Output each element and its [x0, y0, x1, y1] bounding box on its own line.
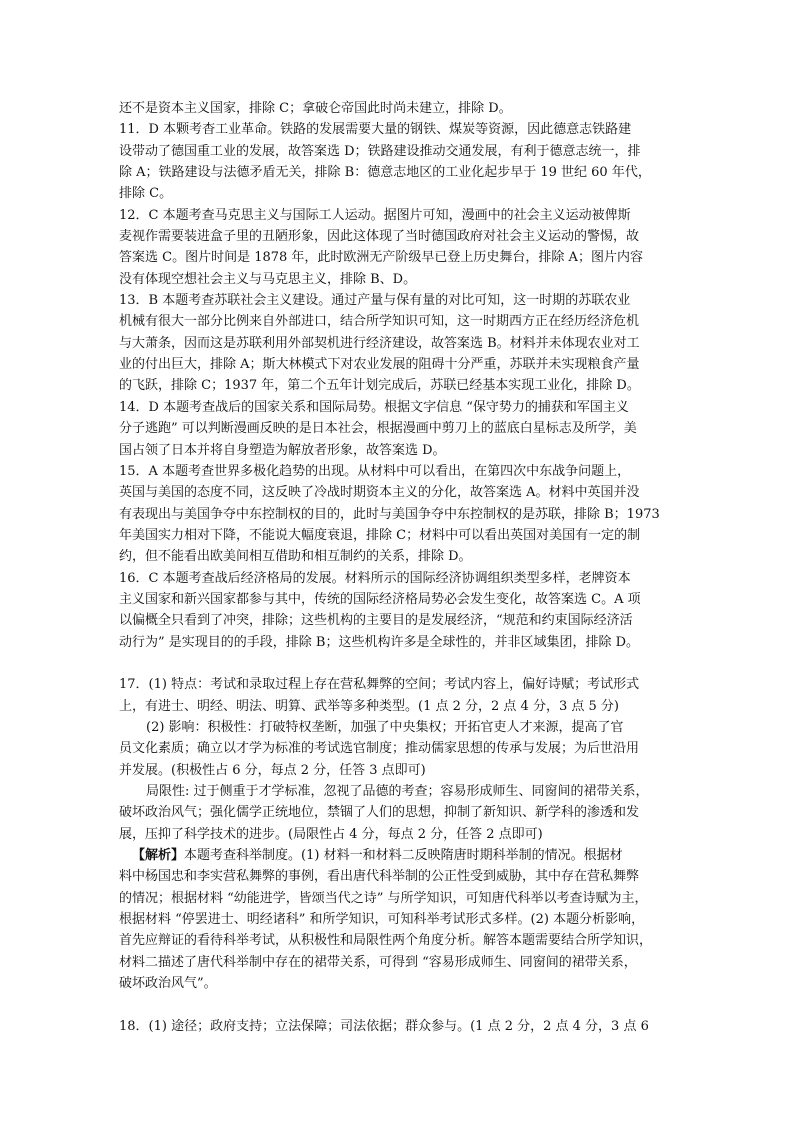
- analysis-line: [119, 845, 675, 866]
- answer-16: [119, 568, 675, 653]
- text-line: 排除 C。: [119, 186, 173, 202]
- text-line: 料中杨国忠和李实营私舞弊的事例，看出唐代科举制的公正性受到威胁，其中存在营私舞弊: [119, 869, 640, 885]
- answer-14: [119, 397, 675, 461]
- analysis-tag: 【解析】: [132, 848, 185, 864]
- text-line: 破坏政治风气”。: [119, 976, 217, 992]
- text-line: 12．C 本题考查马克思主义与国际工人运动。据图片可知，漫画中的社会主义运动被俾斯: [119, 207, 631, 223]
- text-line: 首先应辩证的看待科举考试，从积极性和局限性两个角度分析。解答本题需要结合所学知识，: [119, 933, 653, 949]
- text-line: 18．(1) 途径；政府支持；立法保障；司法依据；群众参与。(1 点 2 分，2 点 4 分，3 点 6: [119, 1018, 649, 1034]
- text-line: 有表现出与美国争夺中东控制权的目的，此时与美国争夺中东控制权的是苏联，排除 B；1973: [119, 506, 660, 522]
- text-line: 13．B 本题考查苏联社会主义建设。通过产量与保有量的对比可知，这一时期的苏联农业: [119, 293, 631, 309]
- text-line: 并发展。(积极性占 6 分，每点 2 分，任答 3 点即可): [119, 762, 426, 778]
- text-line: 局限性: 过于侧重于才学标准，忽视了品德的考查；容易形成师生、同窗间的裙带关系，: [146, 784, 649, 799]
- text-line: 与大萧条，因而这是苏联利用外部契机进行经济建设，故答案选 B。材料并未体现农业对工: [119, 335, 640, 351]
- text-line: 没有体现空想社会主义与马克思主义，排除 B、D。: [119, 271, 417, 287]
- answer-document: [119, 98, 675, 1037]
- text-line: 英国与美国的态度不同，这反映了冷战时期资本主义的分化，故答案选 A。材料中英国并没: [119, 485, 640, 501]
- section-10-tail: [119, 98, 675, 119]
- text-line: 主义国家和新兴国家都参与其中，传统的国际经济格局势必会发生变化，故答案选 C。A 项: [119, 591, 641, 607]
- text-line: 展，压抑了科学技术的进步。(局限性占 4 分，每点 2 分，任答 2 点即可): [119, 826, 543, 842]
- text-line: 业的付出巨大，排除 A；斯大林模式下对农业发展的阻碍十分严重，苏联并未实现粮食产量: [119, 357, 640, 373]
- text-line: 16．C 本题考查战后经济格局的发展。材料所示的国际经济协调组织类型多样，老牌资本: [119, 570, 631, 586]
- text-line: 的情况；根据材料 “幼能进学，皆颂当代之诗” 与所学知识，可知唐代科举以考查诗赋为主，: [119, 890, 648, 906]
- text-line: 根据材料 “停罢进士、明经诸科” 和所学知识，可知科举考试形式多样。(2) 本题分析影响，: [119, 912, 645, 928]
- spacer: [119, 994, 675, 1015]
- text-line: 以偏概全只看到了冲突，排除；这些机构的主要目的是发展经济，“规范和约束国际经济活: [119, 613, 633, 629]
- answer-15: [119, 461, 675, 568]
- text-line: 机械有很大一部分比例来自外部进口，结合所学知识可知，这一时期西方正在经历经济危机: [119, 314, 640, 330]
- text-line: 年美国实力相对下降，不能说大幅度衰退，排除 C；材料中可以看出英国对美国有一定的制: [119, 527, 641, 543]
- text-line: 设带动了德国重工业的发展，故答案选 D；铁路建设推动交通发展，有利于德意志统一，排: [119, 143, 641, 159]
- text-line: (2) 影响：积极性：打破特权垄断，加强了中央集权；开拓官吏人才来源，提高了官: [146, 719, 624, 735]
- text-line: 17．(1) 特点：考试和录取过程上存在营私舞弊的空间；考试内容上，偏好诗赋；考试形式: [119, 677, 640, 693]
- text-line: 麦视作需要装进盒子里的丑陋形象，因此这体现了当时德国政府对社会主义运动的警惕，故: [119, 229, 640, 245]
- answer-12: [119, 205, 675, 290]
- answer-18: [119, 1016, 675, 1037]
- text-line: 还不是资本主义国家，排除 C；拿破仑帝国此时尚未建立，排除 D。: [119, 101, 512, 116]
- text-line: 答案选 C。图片时间是 1878 年，此时欧洲无产阶级早已登上历史舞台，排除 A；图片内容: [119, 250, 643, 266]
- text-line: 上，有进士、明经、明法、明算、武举等多种类型。(1 点 2 分，2 点 4 分，3 点 5 分): [119, 698, 619, 714]
- text-line: 动行为” 是实现目的的手段，排除 B；这些机构许多是全球性的，并非区域集团，排除 D。: [119, 634, 640, 650]
- text-line: 14．D 本题考查战后的国家关系和国际局势。根据文字信息 “保守势力的捕获和军国主义: [119, 399, 629, 415]
- text-line: 破坏政治风气；强化儒学正统地位，禁锢了人们的思想，抑制了新知识、新学科的渗透和发: [119, 805, 640, 821]
- text-line: 国占领了日本并将自身塑造为解放者形象，故答案选 D。: [119, 442, 446, 458]
- spacer: [119, 653, 675, 674]
- text-line: 分子逃跑” 可以判断漫画反映的是日本社会，根据漫画中剪刀上的蓝底白星标志及所学，美: [119, 421, 637, 437]
- text-line: 除 A；铁路建设与法德矛盾无关，排除 B：德意志地区的工业化起步早于 19 世纪 60 年代，: [119, 165, 651, 181]
- text-line: 材料二描述了唐代科举制中存在的裙带关系，可得到 “容易形成师生、同窗间的裙带关系，: [119, 954, 637, 970]
- text-line: 员文化素质；确立以才学为标准的考试选官制度；推动儒家思想的传承与发展；为后世沿用: [119, 741, 640, 757]
- answer-13: [119, 290, 675, 397]
- analysis-text: 本题考查科举制度。(1) 材料一和材料二反映隋唐时期科举制的情况。根据材: [184, 848, 623, 864]
- text-line: 的飞跃，排除 C；1937 年，第二个五年计划完成后，苏联已经基本实现工业化，排除 D。: [119, 378, 640, 394]
- text-line: 15．A 本题考查世界多极化趋势的出现。从材料中可以看出，在第四次中东战争问题上，: [119, 463, 631, 479]
- answer-11: [119, 119, 675, 204]
- text-line: 约，但不能看出欧美间相互借助和相互制约的关系，排除 D。: [119, 549, 472, 565]
- text-line: 11．D 本颗考杳工业革命。铁路的发展需要大量的钢铁、煤炭等资源，因此德意志铁路建: [119, 122, 632, 138]
- answer-17: [119, 674, 675, 994]
